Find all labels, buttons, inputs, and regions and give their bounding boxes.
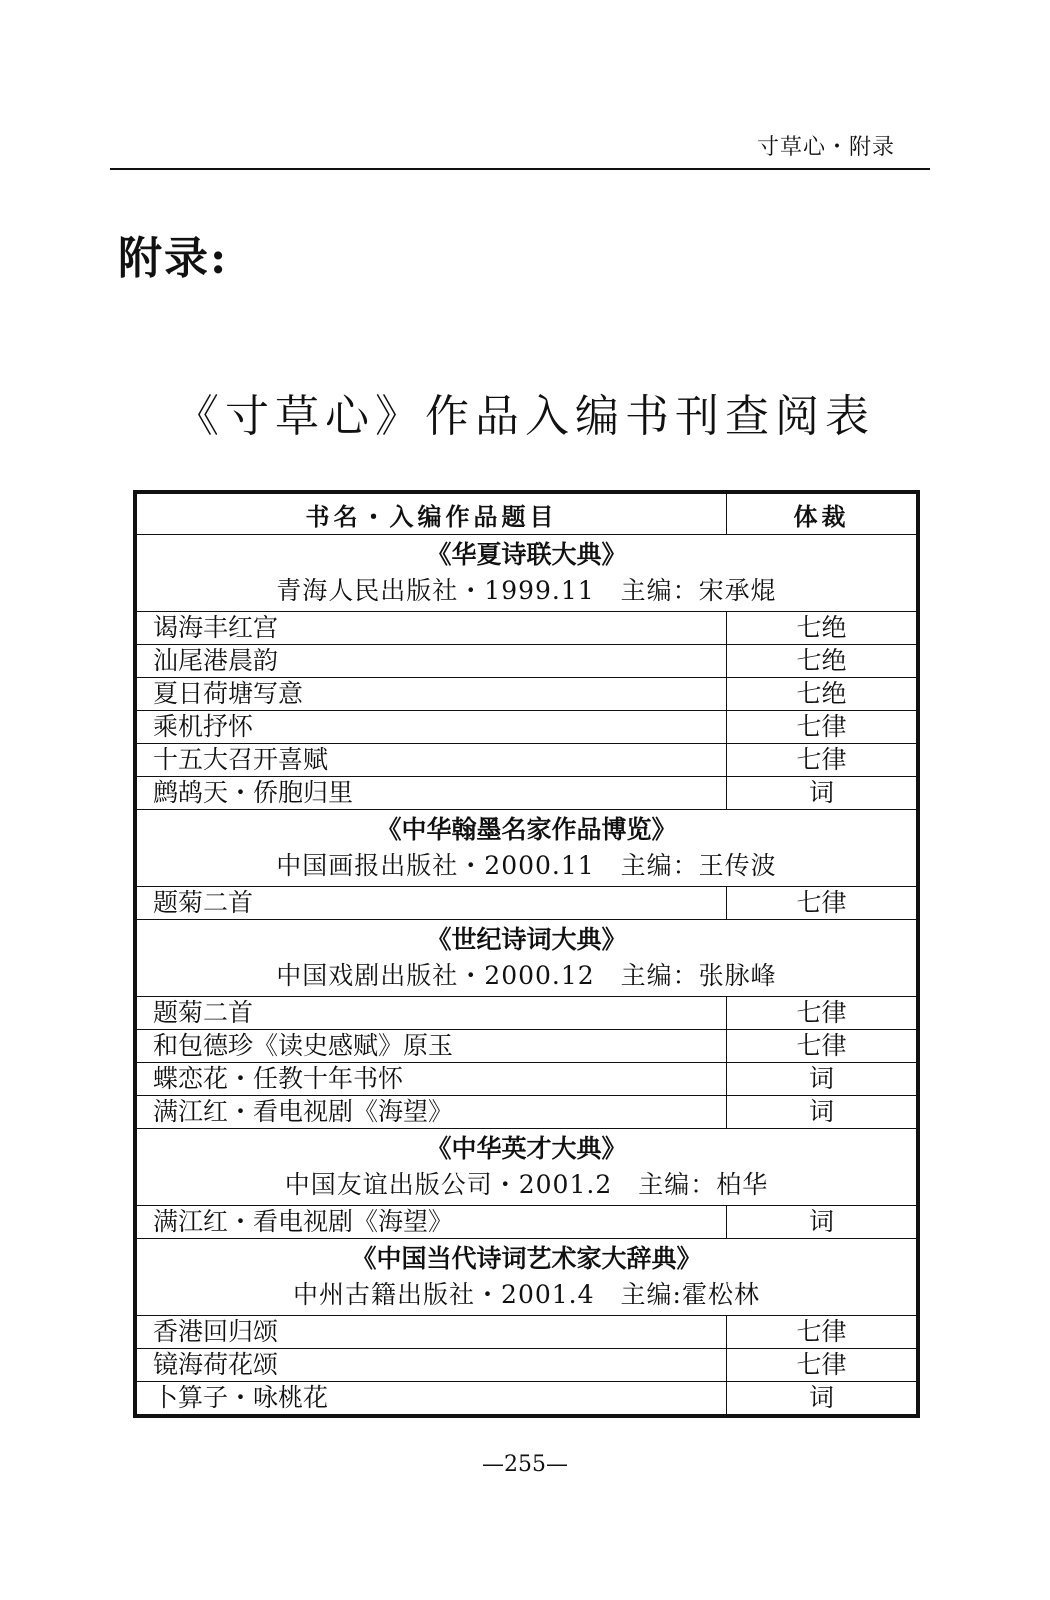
work-title: 香港回归颂	[137, 1316, 727, 1349]
work-genre: 词	[727, 1206, 917, 1239]
work-row	[137, 612, 917, 645]
header-rule	[110, 168, 930, 170]
book-publisher-info: 中国友谊出版公司・2001.2 主编：柏华	[284, 1170, 769, 1199]
work-title: 卜算子・咏桃花	[137, 1382, 727, 1415]
work-genre: 七律	[727, 887, 917, 920]
work-genre: 七律	[727, 1349, 917, 1382]
work-genre: 七绝	[727, 612, 917, 645]
header-title-column: 书名・入编作品题目	[137, 494, 727, 535]
book-publisher-info: 中国画报出版社・2000.11 主编：王传波	[276, 851, 777, 880]
book-cell	[137, 535, 917, 612]
catalog-table	[133, 490, 920, 1418]
work-genre: 七绝	[727, 645, 917, 678]
work-row	[137, 997, 917, 1030]
book-row	[137, 535, 917, 612]
work-title: 十五大召开喜赋	[137, 744, 727, 777]
book-title: 《华夏诗联大典》	[426, 540, 627, 569]
table-body	[137, 535, 917, 1415]
book-row	[137, 1239, 917, 1316]
book-cell	[137, 1129, 917, 1206]
book-cell	[137, 920, 917, 997]
work-title: 题菊二首	[137, 997, 727, 1030]
work-title: 谒海丰红宫	[137, 612, 727, 645]
work-row	[137, 1063, 917, 1096]
work-row	[137, 1382, 917, 1415]
work-genre: 七律	[727, 1316, 917, 1349]
work-genre: 七律	[727, 1030, 917, 1063]
work-row	[137, 887, 917, 920]
work-row	[137, 1096, 917, 1129]
book-title: 《中华翰墨名家作品博览》	[376, 815, 677, 844]
work-row	[137, 711, 917, 744]
work-row	[137, 1316, 917, 1349]
book-row	[137, 1129, 917, 1206]
work-genre: 词	[727, 1096, 917, 1129]
work-title: 满江红・看电视剧《海望》	[137, 1096, 727, 1129]
book-publisher-info: 青海人民出版社・1999.11 主编：宋承焜	[276, 576, 777, 605]
work-title: 乘机抒怀	[137, 711, 727, 744]
book-title: 《中华英才大典》	[426, 1134, 627, 1163]
work-genre: 七律	[727, 744, 917, 777]
section-label: 附录:	[118, 233, 229, 284]
book-row	[137, 810, 917, 887]
work-row	[137, 744, 917, 777]
book-cell	[137, 810, 917, 887]
work-genre: 词	[727, 777, 917, 810]
work-title: 夏日荷塘写意	[137, 678, 727, 711]
book-title: 《中国当代诗词艺术家大辞典》	[351, 1244, 702, 1273]
work-row	[137, 1206, 917, 1239]
work-row	[137, 1349, 917, 1382]
work-genre: 七律	[727, 997, 917, 1030]
book-cell	[137, 1239, 917, 1316]
book-publisher-info: 中州古籍出版社・2001.4 主编:霍松林	[293, 1280, 760, 1309]
work-row	[137, 645, 917, 678]
work-title: 镜海荷花颂	[137, 1349, 727, 1382]
table-header-row	[137, 494, 917, 535]
work-title: 题菊二首	[137, 887, 727, 920]
work-row	[137, 1030, 917, 1063]
work-title: 汕尾港晨韵	[137, 645, 727, 678]
work-row	[137, 678, 917, 711]
work-title: 满江红・看电视剧《海望》	[137, 1206, 727, 1239]
book-row	[137, 920, 917, 997]
header-genre-column: 体裁	[727, 494, 917, 535]
work-title: 和包德珍《读史感赋》原玉	[137, 1030, 727, 1063]
work-genre: 七律	[727, 711, 917, 744]
book-publisher-info: 中国戏剧出版社・2000.12 主编：张脉峰	[276, 961, 777, 990]
page-title: 《寸草心》作品入编书刊查阅表	[175, 391, 875, 442]
running-head: 寸草心・附录	[756, 135, 895, 160]
work-genre: 七绝	[727, 678, 917, 711]
book-title: 《世纪诗词大典》	[426, 925, 627, 954]
work-genre: 词	[727, 1063, 917, 1096]
work-title: 鹧鸪天・侨胞归里	[137, 777, 727, 810]
work-genre: 词	[727, 1382, 917, 1415]
work-row	[137, 777, 917, 810]
work-title: 蝶恋花・任教十年书怀	[137, 1063, 727, 1096]
page-number: —255—	[482, 1452, 568, 1477]
